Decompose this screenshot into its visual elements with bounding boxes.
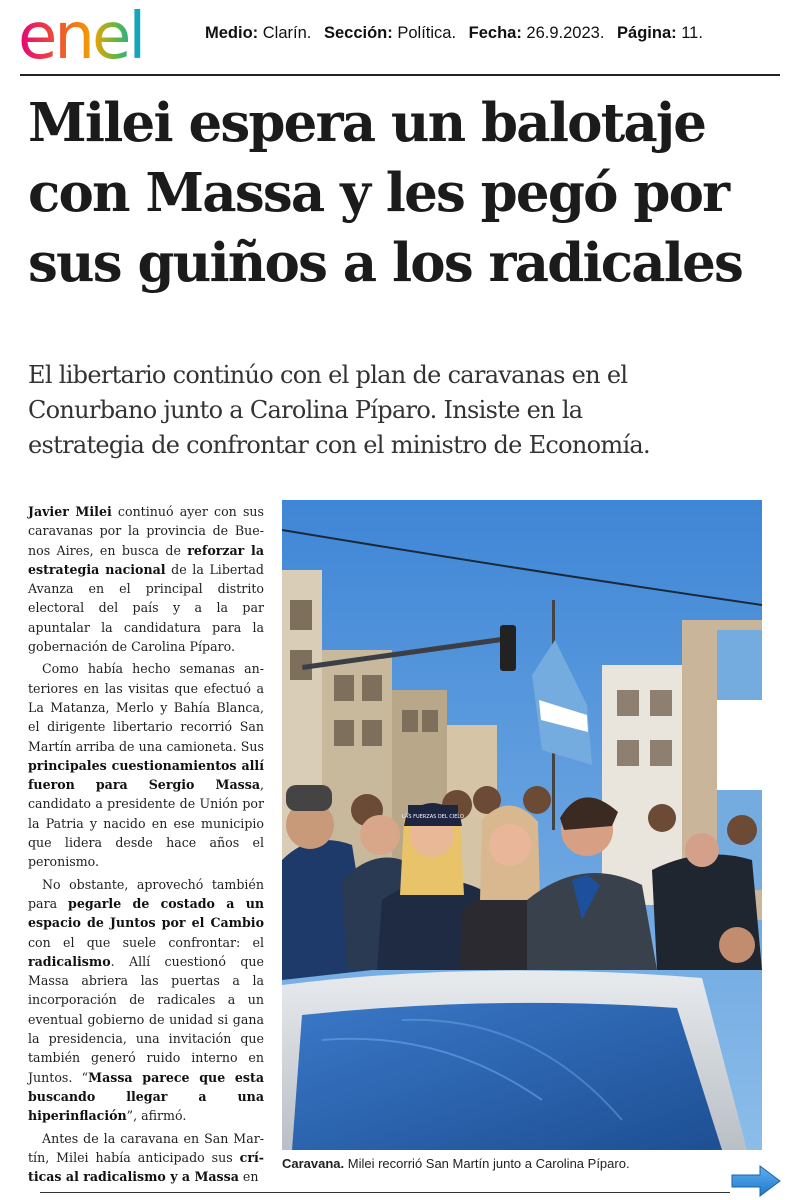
footer-divider (40, 1192, 730, 1193)
paragraph-1 (28, 502, 264, 656)
headline-line: Milei espera un balotaje (28, 92, 706, 154)
header-divider (20, 74, 780, 76)
photo-caption (282, 1156, 630, 1171)
arrow-right-icon[interactable] (730, 1164, 782, 1198)
text: en (238, 1169, 259, 1185)
logo-text: enel (18, 6, 144, 68)
caption-text: Milei recorrió San Martín junto a Carolina Píparo. (344, 1156, 630, 1171)
headline-line: con Massa y les pegó por (28, 162, 729, 224)
paragraph-3 (28, 875, 264, 1126)
seccion-value: Política. (397, 24, 457, 42)
subhead-line: estrategia de confrontar con el ministro de Economía. (28, 431, 650, 459)
bold-text: reforzar la estrategia nacional (28, 542, 264, 577)
paragraph-2 (28, 659, 264, 871)
text: de la Libertad Avanza en el principal distrito electoral del país y a la par apuntalar la candidatura para la gobernación de Carolina Píparo. (28, 561, 264, 655)
medio-value: Clarín. (262, 24, 312, 42)
seccion-label: Sección: (323, 24, 393, 42)
paragraph-4 (28, 1129, 264, 1187)
subheadline (28, 358, 788, 463)
subhead-line: Conurbano junto a Carolina Píparo. Insiste en la (28, 396, 583, 424)
medio-label: Medio: (205, 24, 259, 42)
text: , candidato a presidente de Unión por la Patria y nacido en ese municipio que lidera desde hace años el peronismo. (28, 777, 264, 870)
cap-text: LAS FUERZAS DEL CIELO (402, 814, 464, 820)
text: continuó ayer con sus caravanas por la provincia de Buenos Aires, en busca de (28, 504, 265, 558)
fecha-value: 26.9.2023. (526, 24, 605, 42)
source-metadata (205, 24, 703, 43)
bold-text: principales cuestionamientos allí fueron para Sergio Massa (28, 757, 264, 793)
text: Antes de la caravana en San Martín, Milei había anticipado sus (28, 1130, 264, 1165)
text: Como había hecho semanas anteriores en las visitas que efectuó a La Matanza, Merlo y Bahía Blanca, el dirigente libertario recorrió San Martín arriba de una camioneta. Sus (28, 661, 264, 754)
caption-label: Caravana. (282, 1156, 345, 1171)
subhead-line: El libertario continúo con el plan de caravanas en el (28, 361, 628, 389)
headline-line: sus guiños a los radicales (28, 232, 743, 294)
bold-text: pegarle de costado a un espacio de Juntos por el Cambio (28, 895, 265, 931)
headline (28, 88, 788, 298)
enel-logo (18, 6, 180, 68)
bold-text: radicalismo (28, 953, 111, 969)
text: No obstante, aprovechó también para (28, 876, 264, 911)
text: ”, afirmó. (126, 1108, 187, 1124)
pagina-value: 11. (681, 24, 703, 42)
bold-text: Massa parece que esta buscando llegar a una hiperinflación (28, 1069, 264, 1124)
article-body (28, 502, 264, 1186)
text: con el que suele confrontar: el (28, 934, 264, 950)
bold-text: Javier Milei (28, 504, 112, 519)
bold-text: críticas al radicalismo y a Massa (28, 1149, 264, 1185)
fecha-label: Fecha: (468, 24, 522, 42)
article-photo (282, 500, 762, 1150)
pagina-label: Página: (617, 24, 677, 42)
text: . Allí cuestionó que Massa abriera las puertas a la incorporación de radicales a un eventual gobierno de unidad si gana la presidencia, una invitación que también generó ruido interno en Juntos. “ (28, 953, 264, 1085)
